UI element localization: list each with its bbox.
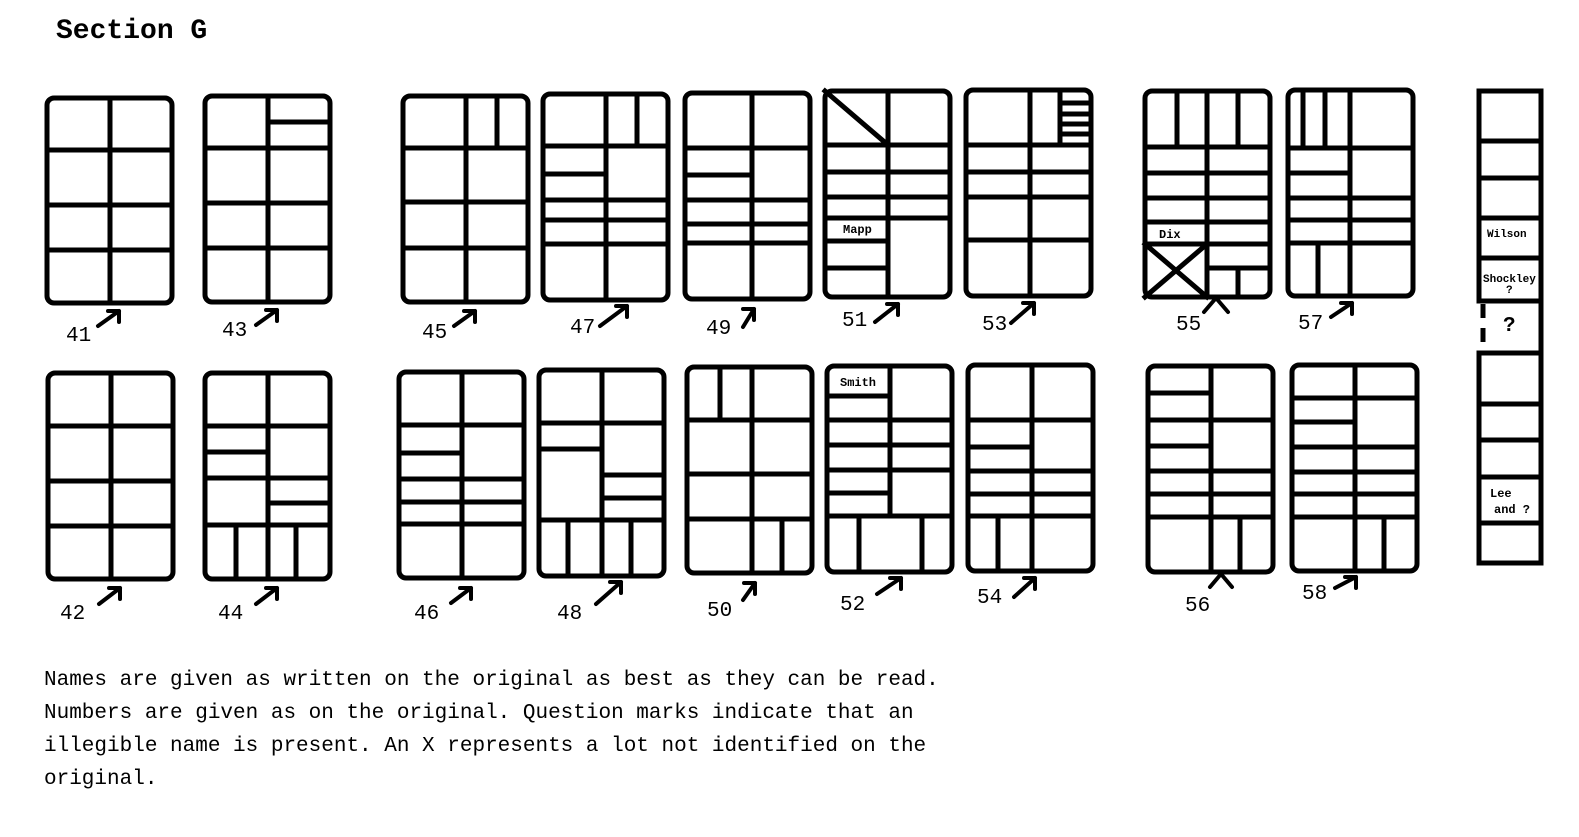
lot-arrow — [596, 582, 621, 604]
lot-arrow — [875, 304, 898, 322]
plot-name-lee-and: and ? — [1494, 503, 1531, 517]
lot-arrows — [98, 298, 1356, 604]
lot-number-label: 49 — [706, 318, 732, 341]
lot-number-label: 47 — [570, 317, 596, 340]
note-line: Names are given as written on the original as best as they can be read. — [44, 669, 939, 692]
lot-arrow — [1331, 303, 1352, 317]
lot-arrow — [99, 588, 120, 604]
lot-number-label: 42 — [60, 603, 86, 626]
lot-arrow — [1011, 303, 1034, 323]
lot-number-label: 58 — [1302, 583, 1328, 606]
lot-number-label: 56 — [1185, 595, 1211, 618]
plot-name-mapp: Mapp — [843, 223, 872, 237]
lot-number-label: 46 — [414, 603, 440, 626]
plot-name-shockley-q: ? — [1506, 285, 1513, 297]
note-line: illegible name is present. An X represents a lot not identified on the — [44, 735, 927, 758]
lot-number-label: 54 — [977, 587, 1003, 610]
plot-name-dix: Dix — [1159, 228, 1181, 242]
lot-number-label: 48 — [557, 603, 583, 626]
lot-number-label: 50 — [707, 600, 733, 623]
lot-number-label: 52 — [840, 594, 866, 617]
plot-name-lee: Lee — [1490, 487, 1512, 501]
section-title: Section G — [56, 16, 208, 47]
lot-number-label: 41 — [66, 325, 92, 348]
lot-number-label: 51 — [842, 310, 868, 333]
lot-arrow — [256, 588, 277, 604]
plot-name-shockley: Shockley — [1483, 274, 1536, 286]
lot-number-label: 44 — [218, 603, 244, 626]
lot-arrow — [454, 311, 475, 326]
plot-name-unknown: ? — [1503, 315, 1516, 338]
lot-arrow — [1210, 574, 1232, 587]
note-line: Numbers are given as on the original. Question marks indicate that an — [44, 702, 914, 725]
plot-name-wilson: Wilson — [1487, 229, 1527, 241]
lot-arrow — [1014, 578, 1035, 597]
lot-arrow — [600, 306, 627, 326]
notes-paragraph — [44, 664, 1064, 796]
lot-arrow — [877, 578, 901, 594]
plot-name-smith: Smith — [840, 376, 877, 390]
strip-lower-outline — [1479, 353, 1541, 563]
lot-blocks — [47, 90, 1417, 579]
lot-number-label: 45 — [422, 322, 448, 345]
lot-number-label: 55 — [1176, 314, 1202, 337]
lot-arrow — [256, 310, 277, 325]
lot-49-outline — [685, 93, 810, 299]
lot-number-label: 53 — [982, 314, 1008, 337]
note-line: original. — [44, 768, 158, 791]
strip-upper-outline — [1479, 91, 1541, 301]
lot-arrow — [98, 311, 119, 326]
plot-divider — [825, 91, 888, 145]
lot-arrow — [451, 588, 471, 603]
lot-number-label: 57 — [1298, 313, 1324, 336]
lot-number-label: 43 — [222, 320, 248, 343]
